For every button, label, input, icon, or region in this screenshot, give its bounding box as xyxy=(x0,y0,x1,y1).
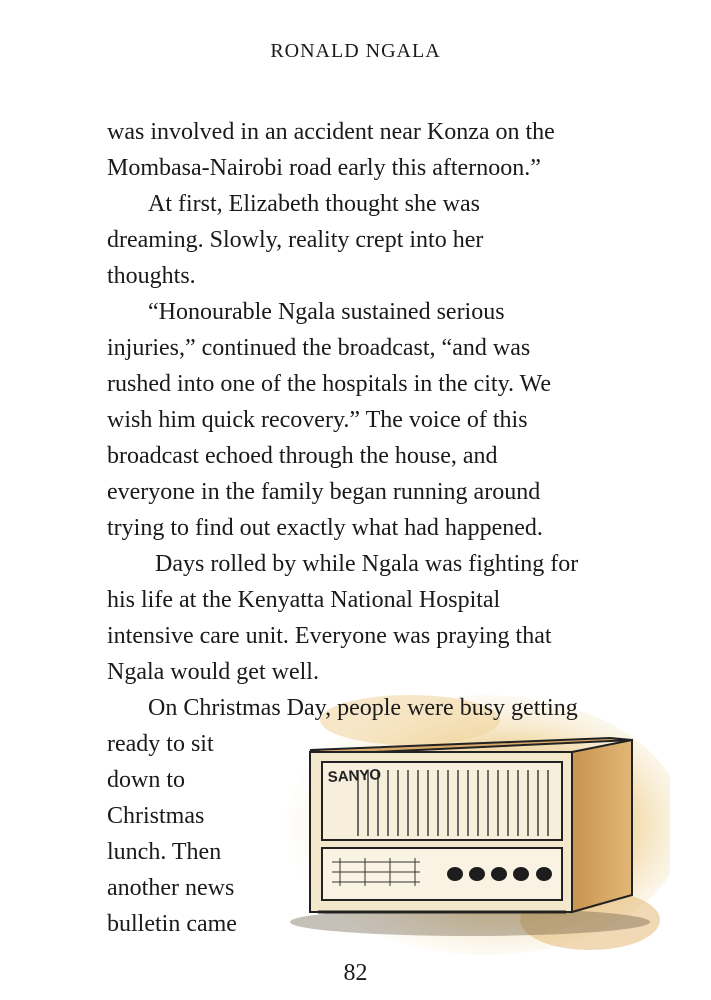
radio-illustration xyxy=(270,690,670,960)
body-line: Days rolled by while Ngala was fighting for xyxy=(155,551,579,577)
body-line: another news xyxy=(107,875,235,901)
body-line: injuries,” continued the broadcast, “and was xyxy=(107,335,531,361)
body-line: Christmas xyxy=(107,803,205,829)
body-line: lunch. Then xyxy=(107,839,222,865)
body-line: bulletin came xyxy=(107,911,237,937)
body-line: Ngala would get well. xyxy=(107,659,319,685)
body-line: down to xyxy=(107,767,185,793)
body-line: On Christmas Day, people were busy getting xyxy=(148,695,578,721)
body-line: broadcast echoed through the house, and xyxy=(107,443,498,469)
body-line: intensive care unit. Everyone was praying that xyxy=(107,623,552,649)
radio-brand-label: SANYO xyxy=(327,766,382,786)
body-line: ready to sit xyxy=(107,731,214,757)
body-line: At first, Elizabeth thought she was xyxy=(148,191,480,217)
page-number: 82 xyxy=(343,960,368,986)
running-header: RONALD NGALA xyxy=(270,40,441,62)
body-line: everyone in the family began running around xyxy=(107,479,541,505)
body-line: rushed into one of the hospitals in the city. We xyxy=(107,371,551,397)
body-line: dreaming. Slowly, reality crept into her xyxy=(107,227,484,253)
body-line: Mombasa-Nairobi road early this afternoon.” xyxy=(107,155,541,181)
body-line: his life at the Kenyatta National Hospital xyxy=(107,587,501,613)
body-line: was involved in an accident near Konza on the xyxy=(107,119,555,145)
body-line: trying to find out exactly what had happened. xyxy=(107,515,543,541)
body-line: thoughts. xyxy=(107,263,196,289)
body-line: wish him quick recovery.” The voice of this xyxy=(107,407,528,433)
body-line: “Honourable Ngala sustained serious xyxy=(148,299,505,325)
radio-icon xyxy=(310,738,632,912)
